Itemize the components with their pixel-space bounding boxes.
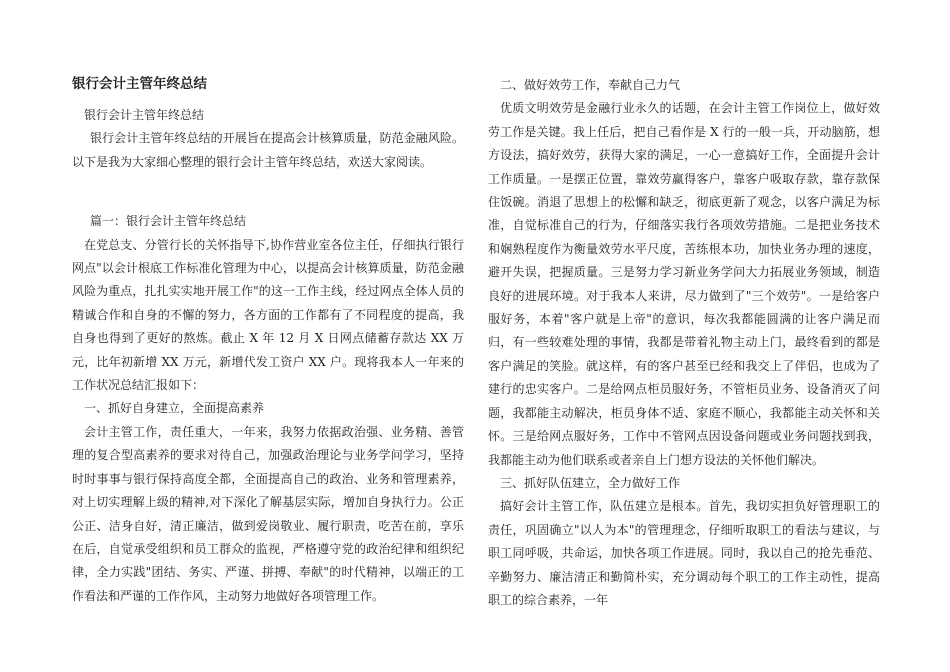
opening-paragraph: 在党总支、分管行长的关怀指导下,协作营业室各位主任，仔细执行银行网点"以会计根底工作标准化管理为中心，以提高会计核算质量，防范金融风险为重点，扎扎实实地开展工作"的这一工作主线，经过网点全体人员的精诚合作和自身的不懈的努力，各方面的工作都有了不同程度的提高，我自身也得到了更好的熬炼。截止 X 年 12 月 X 日网点储蓄存款达 XX 万元，比年初新增 XX 万元，新增代发工资户 XX 户。现将我本人一年来的工作状况总结汇报如下：: [72, 237, 464, 393]
section-heading-3: 三、抓好队伍建立，全力做好工作: [500, 475, 681, 490]
document-title: 银行会计主管年终总结: [72, 76, 207, 92]
document-subtitle: 银行会计主管年终总结: [84, 108, 205, 122]
right-column: [488, 74, 880, 612]
left-column: [72, 74, 464, 608]
section-heading-1: 一、抓好自身建立，全面提高素养: [84, 401, 265, 416]
article-heading: 篇一：银行会计主管年终总结: [90, 214, 247, 229]
section-body-1: 会计主管工作，责任重大，一年来，我努力依据政治强、业务精、善管理的复合型高素养的要求对待自己，加强政治理论与业务学问学习，坚持时时事事与银行保持高度全都，全面提高自己的政治、业务和管理素养，对上切实理解上级的精神,对下深化了解基层实际，增加自身执行力。公正公正、洁身自好，清正廉洁，做到爱岗敬业、履行职责，吃苦在前，享乐在后，自觉承受组织和员工群众的监视，严格遵守党的政治纪律和组织纪律，全力实践"团结、务实、严谨、拼搏、奉献"的时代精神，以端正的工作看法和严谨的工作作风，主动努力地做好各项管理工作。: [72, 424, 464, 603]
section-body-3: 搞好会计主管工作，队伍建立是根本。首先，我切实担负好管理职工的责任，巩固确立"以人为本"的管理理念，仔细听取职工的看法与建议，与职工同呼吸，共命运，加快各项工作进展。同时，我以自己的抢先垂范、辛勤努力、廉洁清正和勤简朴实，充分调动每个职工的工作主动性，提高职工的综合素养，一年: [488, 499, 880, 607]
section-body-2: 优质文明效劳是金融行业永久的话题，在会计主管工作岗位上，做好效劳工作是关键。我上任后，把自己看作是 X 行的一般一兵，开动脑筋，想方设法，搞好效劳，获得大家的满足，一心一意搞好工作，全面提升会计工作质量。一是摆正位置，靠效劳赢得客户，靠客户吸取存款，靠存款保住饭碗。消退了思想上的松懈和缺乏，彻底更新了观念，以客户满足为标准，自觉标准自己的行为，仔细落实我行各项效劳措施。二是把业务技术和娴熟程度作为衡量效劳水平尺度，苦练根本功，加快业务办理的速度，避开失误，把握质量。三是努力学习新业务学问大力拓展业务领域，制造良好的进展环境。对于我本人来讲，尽力做到了"三个效劳"。一是给客户服好务，本着"客户就是上帝"的意识，每次我都能圆满的让客户满足而归，有一些较难处理的事情，我都是带着礼物主动上门，最终看到的都是客户满足的笑脸。就这样，有的客户甚至已经和我交上了伴侣，也成为了建行的忠实客户。二是给网点柜员服好务，不管柜员业务、设备消灭了问题，我都能主动解决，柜员身体不适、家庭不顺心，我都能主动关怀和关怀。三是给网点服好务，工作中不管网点因设备问题或业务问题找到我，我都能主动为他们联系或者亲自上门想方设法的关怀他们解决。: [488, 101, 880, 467]
section-heading-2: 二、做好效劳工作，奉献自己力气: [500, 78, 681, 92]
paragraph-gap: [72, 174, 464, 210]
intro-paragraph: 银行会计主管年终总结的开展旨在提高会计核算质量，防范金融风险。以下是我为大家细心整理的银行会计主管年终总结，欢送大家阅读。: [72, 131, 464, 169]
